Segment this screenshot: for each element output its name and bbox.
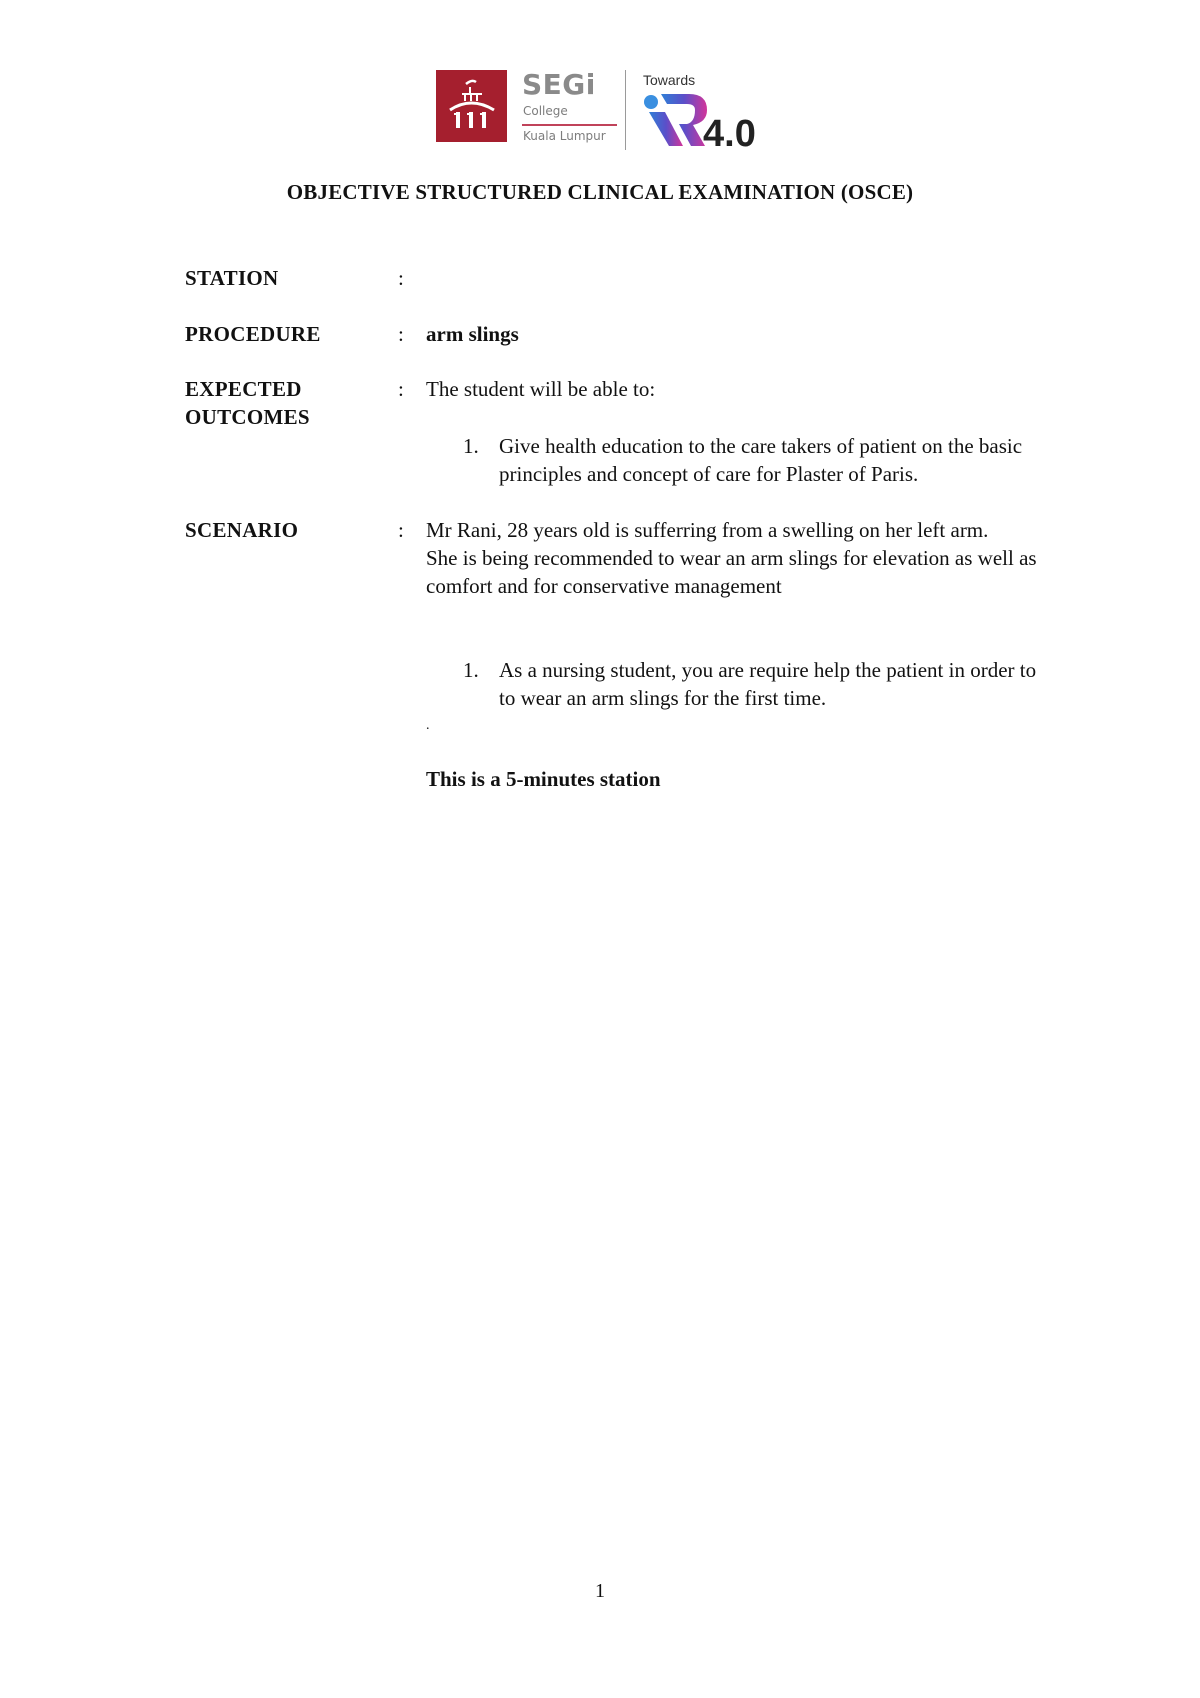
scenario-label: SCENARIO [185, 518, 299, 542]
scenario-line2: She is being recommended to wear an arm slings for elevation as well as comfort and for conservative management [426, 546, 1037, 598]
document-title: OBJECTIVE STRUCTURED CLINICAL EXAMINATION (OSCE) [286, 180, 914, 204]
scenario-task-item [463, 656, 1053, 712]
svg-text:4.0: 4.0 [703, 113, 756, 150]
expected-outcomes-label [185, 375, 310, 431]
expected-outcomes-intro: The student will be able to: [426, 377, 656, 401]
list-number: 1. [463, 658, 479, 682]
logo-rule [522, 124, 617, 126]
segi-college-text: College [523, 104, 568, 118]
duration-note: This is a 5-minutes station [426, 767, 661, 791]
list-text: As a nursing student, you are require help the patient in order to to wear an arm slings for the first time. [499, 658, 1037, 710]
expected-outcomes-colon: : [398, 377, 404, 401]
towards-text: Towards [643, 72, 696, 88]
station-label: STATION [185, 266, 279, 290]
expected-label-line2: OUTCOMES [185, 405, 310, 429]
stray-period: . [426, 718, 430, 733]
scenario-colon: : [398, 518, 404, 542]
scenario-line1: Mr Rani, 28 years old is sufferring from a swelling on her left arm. [426, 518, 989, 542]
expected-outcome-item [463, 432, 1053, 488]
logo-divider [625, 70, 626, 150]
segi-city-text: Kuala Lumpur [523, 129, 606, 143]
procedure-label: PROCEDURE [185, 322, 321, 346]
scenario-text [426, 516, 1051, 600]
header-logo [436, 70, 776, 150]
procedure-colon: : [398, 322, 404, 346]
list-number: 1. [463, 434, 479, 458]
list-text: Give health education to the care takers of patient on the basic principles and concept of care for Plaster of Paris. [499, 434, 1023, 486]
segi-emblem-icon [436, 70, 507, 142]
page-number: 1 [595, 1580, 605, 1602]
station-colon: : [398, 266, 404, 290]
procedure-value: arm slings [426, 322, 519, 346]
segi-brand-text: SEGi [522, 68, 596, 101]
expected-label-line1: EXPECTED [185, 377, 302, 401]
ir40-logo-icon [643, 88, 773, 155]
